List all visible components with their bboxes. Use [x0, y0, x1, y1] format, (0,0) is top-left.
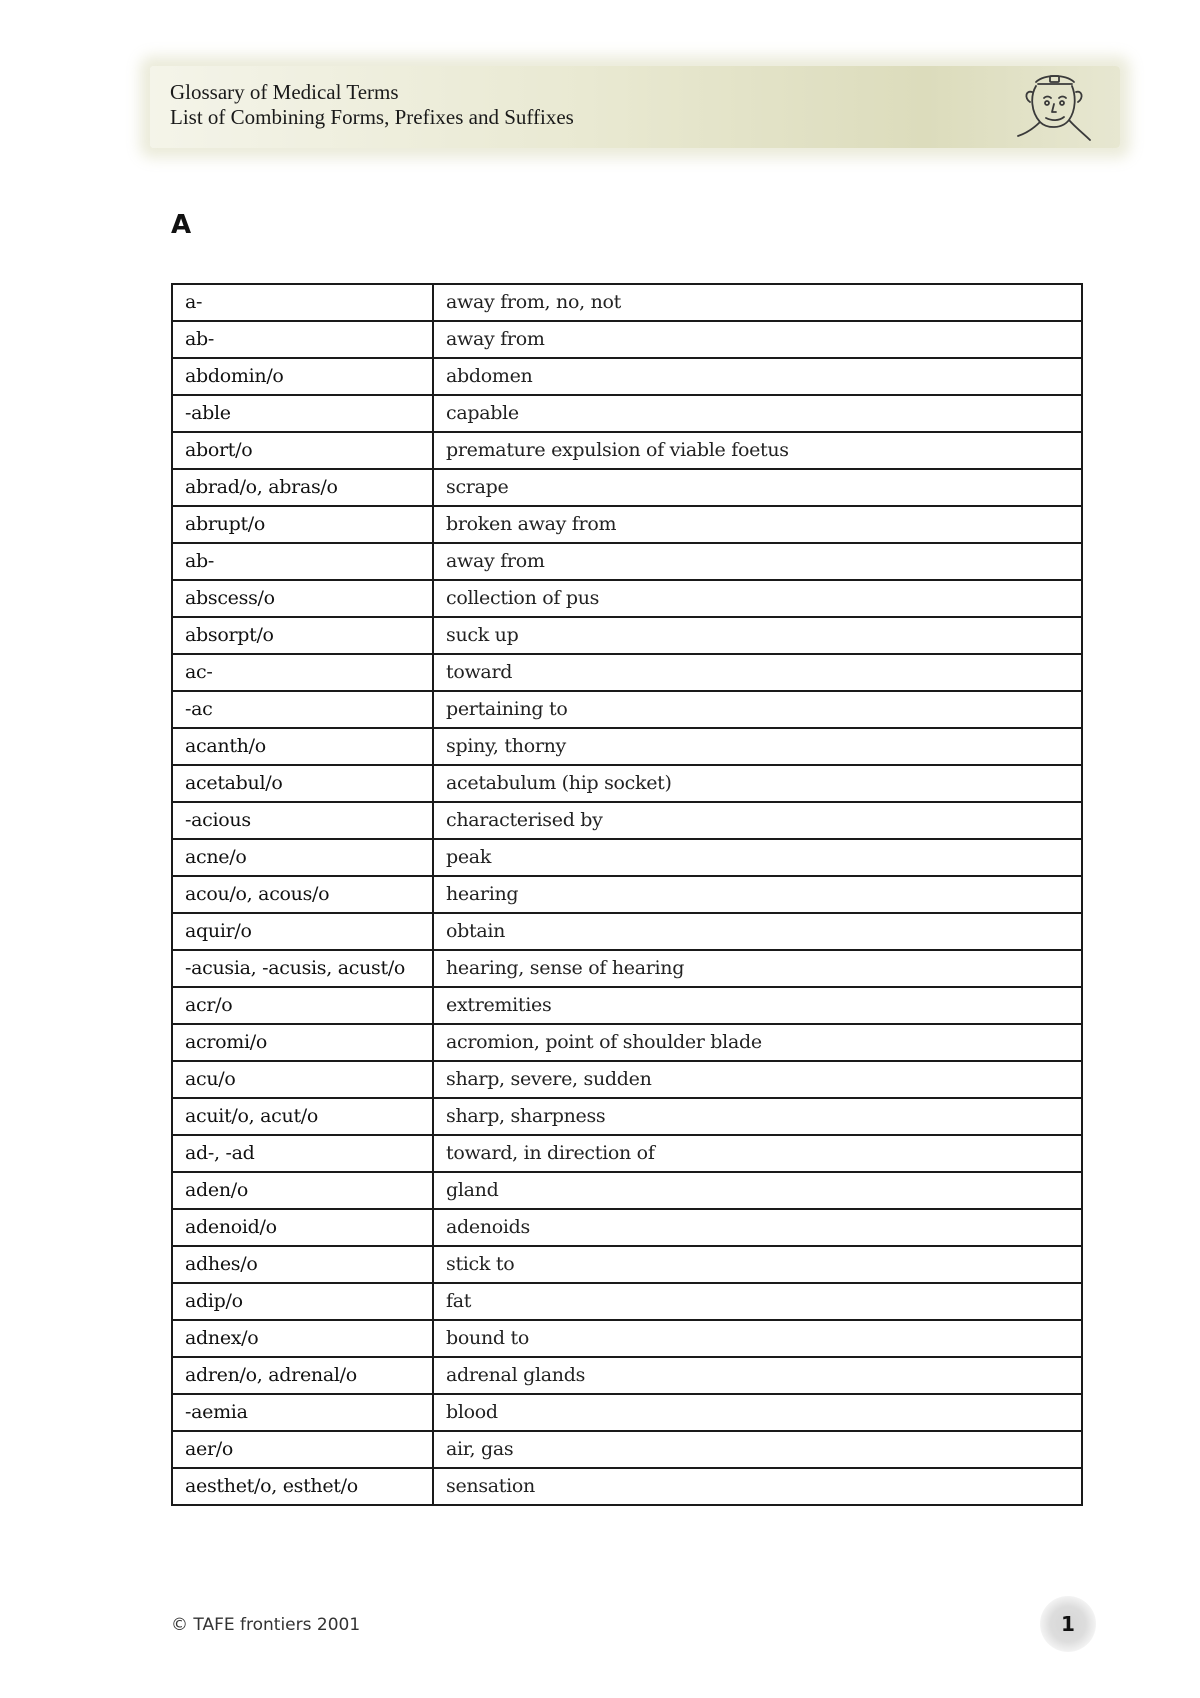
term-cell: -acious — [172, 802, 433, 839]
table-row — [172, 691, 1082, 728]
term-cell: abort/o — [172, 432, 433, 469]
table-row — [172, 358, 1082, 395]
copyright-notice: © TAFE frontiers 2001 — [171, 1615, 361, 1635]
definition-cell: characterised by — [433, 802, 1082, 839]
table-row — [172, 506, 1082, 543]
definition-cell: away from, no, not — [433, 284, 1082, 321]
table-row — [172, 1246, 1082, 1283]
definition-cell: abdomen — [433, 358, 1082, 395]
definition-cell: sensation — [433, 1468, 1082, 1505]
definition-cell: broken away from — [433, 506, 1082, 543]
table-row — [172, 395, 1082, 432]
term-cell: acou/o, acous/o — [172, 876, 433, 913]
term-cell: aquir/o — [172, 913, 433, 950]
table-row — [172, 876, 1082, 913]
term-cell: -ac — [172, 691, 433, 728]
term-cell: aesthet/o, esthet/o — [172, 1468, 433, 1505]
definition-cell: air, gas — [433, 1431, 1082, 1468]
definition-cell: acetabulum (hip socket) — [433, 765, 1082, 802]
term-cell: ad-, -ad — [172, 1135, 433, 1172]
table-row — [172, 580, 1082, 617]
table-row — [172, 1024, 1082, 1061]
table-row — [172, 1394, 1082, 1431]
definition-cell: sharp, sharpness — [433, 1098, 1082, 1135]
document-subtitle: List of Combining Forms, Prefixes and Suffixes — [170, 105, 574, 129]
definition-cell: adrenal glands — [433, 1357, 1082, 1394]
definition-cell: toward, in direction of — [433, 1135, 1082, 1172]
definition-cell: capable — [433, 395, 1082, 432]
definition-cell: gland — [433, 1172, 1082, 1209]
definition-cell: blood — [433, 1394, 1082, 1431]
table-row — [172, 913, 1082, 950]
term-cell: abrupt/o — [172, 506, 433, 543]
table-row — [172, 1135, 1082, 1172]
term-cell: acne/o — [172, 839, 433, 876]
term-cell: abscess/o — [172, 580, 433, 617]
table-row — [172, 1283, 1082, 1320]
table-row — [172, 543, 1082, 580]
term-cell: adren/o, adrenal/o — [172, 1357, 433, 1394]
page-number: 1 — [1061, 1612, 1075, 1636]
definition-cell: hearing — [433, 876, 1082, 913]
definition-cell: stick to — [433, 1246, 1082, 1283]
term-cell: abdomin/o — [172, 358, 433, 395]
definition-cell: suck up — [433, 617, 1082, 654]
definition-cell: acromion, point of shoulder blade — [433, 1024, 1082, 1061]
definition-cell: away from — [433, 321, 1082, 358]
term-cell: -acusia, -acusis, acust/o — [172, 950, 433, 987]
definition-cell: extremities — [433, 987, 1082, 1024]
definition-cell: bound to — [433, 1320, 1082, 1357]
term-cell: acu/o — [172, 1061, 433, 1098]
table-row — [172, 839, 1082, 876]
table-row — [172, 654, 1082, 691]
term-cell: acuit/o, acut/o — [172, 1098, 433, 1135]
term-cell: ab- — [172, 321, 433, 358]
definition-cell: pertaining to — [433, 691, 1082, 728]
term-cell: acanth/o — [172, 728, 433, 765]
term-cell: ac- — [172, 654, 433, 691]
table-row — [172, 1098, 1082, 1135]
page-number-badge — [1040, 1596, 1096, 1652]
term-cell: aden/o — [172, 1172, 433, 1209]
table-row — [172, 617, 1082, 654]
definition-cell: adenoids — [433, 1209, 1082, 1246]
table-row — [172, 987, 1082, 1024]
table-row — [172, 802, 1082, 839]
table-row — [172, 1172, 1082, 1209]
table-row — [172, 1209, 1082, 1246]
definition-cell: premature expulsion of viable foetus — [433, 432, 1082, 469]
term-cell: aer/o — [172, 1431, 433, 1468]
term-cell: adhes/o — [172, 1246, 433, 1283]
document-title: Glossary of Medical Terms — [170, 80, 399, 104]
definition-cell: sharp, severe, sudden — [433, 1061, 1082, 1098]
table-row — [172, 284, 1082, 321]
table-row — [172, 1431, 1082, 1468]
term-cell: acr/o — [172, 987, 433, 1024]
term-cell: adenoid/o — [172, 1209, 433, 1246]
table-row — [172, 469, 1082, 506]
table-row — [172, 950, 1082, 987]
table-row — [172, 432, 1082, 469]
term-cell: adip/o — [172, 1283, 433, 1320]
term-cell: acromi/o — [172, 1024, 433, 1061]
table-row — [172, 1320, 1082, 1357]
table-row — [172, 1468, 1082, 1505]
term-cell: -aemia — [172, 1394, 433, 1431]
definition-cell: hearing, sense of hearing — [433, 950, 1082, 987]
definition-cell: spiny, thorny — [433, 728, 1082, 765]
definition-cell: collection of pus — [433, 580, 1082, 617]
doctor-caricature-icon — [1014, 68, 1094, 146]
term-cell: a- — [172, 284, 433, 321]
definition-cell: toward — [433, 654, 1082, 691]
definition-cell: scrape — [433, 469, 1082, 506]
term-cell: abrad/o, abras/o — [172, 469, 433, 506]
term-cell: acetabul/o — [172, 765, 433, 802]
definition-cell: obtain — [433, 913, 1082, 950]
term-cell: -able — [172, 395, 433, 432]
section-letter: A — [171, 210, 192, 240]
term-cell: adnex/o — [172, 1320, 433, 1357]
table-row — [172, 1061, 1082, 1098]
definition-cell: away from — [433, 543, 1082, 580]
term-cell: ab- — [172, 543, 433, 580]
table-row — [172, 728, 1082, 765]
glossary-table — [171, 283, 1083, 1506]
table-row — [172, 1357, 1082, 1394]
table-row — [172, 321, 1082, 358]
table-row — [172, 765, 1082, 802]
definition-cell: peak — [433, 839, 1082, 876]
term-cell: absorpt/o — [172, 617, 433, 654]
definition-cell: fat — [433, 1283, 1082, 1320]
